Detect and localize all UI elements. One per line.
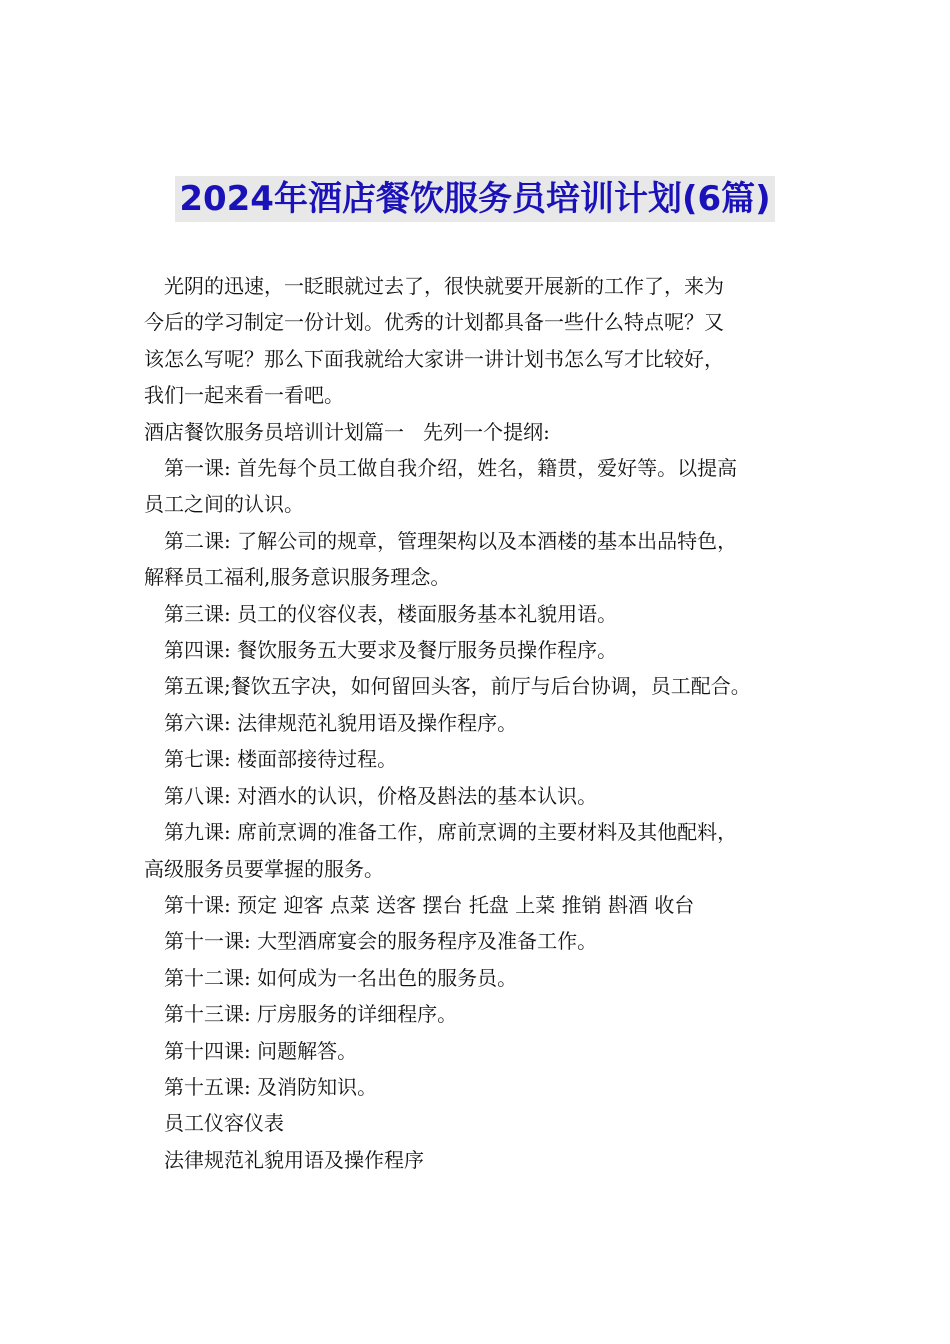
lesson-line: 法律规范礼貌用语及操作程序: [164, 1147, 424, 1172]
lesson-line: 解释员工福利,服务意识服务理念。: [144, 565, 451, 590]
lesson-line: 第八课: 对酒水的认识，价格及斟法的基本认识。: [164, 783, 598, 808]
lesson-line: 第四课: 餐饮服务五大要求及餐厅服务员操作程序。: [164, 638, 618, 663]
lesson-line: 第一课: 首先每个员工做自我介绍，姓名，籍贯，爱好等。以提高: [164, 456, 738, 481]
lesson-list: [144, 450, 814, 1178]
title-container: [0, 176, 950, 222]
lesson-line: 第六课: 法律规范礼貌用语及操作程序。: [164, 710, 518, 735]
intro-line: 我们一起来看一看吧。: [144, 383, 344, 408]
lesson-line: 员工仪容仪表: [164, 1111, 284, 1136]
document-title: 2024年酒店餐饮服务员培训计划(6篇): [175, 176, 774, 222]
lesson-line: 第十二课: 如何成为一名出色的服务员。: [164, 965, 518, 990]
lesson-line: 第十课: 预定 迎客 点菜 送客 摆台 托盘 上菜 推销 斟酒 收台: [164, 892, 695, 917]
lesson-line: 高级服务员要掌握的服务。: [144, 856, 384, 881]
document-body: [144, 268, 814, 1178]
section-heading: 酒店餐饮服务员培训计划篇一 先列一个提纲:: [144, 419, 550, 444]
lesson-line: 第十四课: 问题解答。: [164, 1038, 358, 1063]
lesson-line: 第三课: 员工的仪容仪表，楼面服务基本礼貌用语。: [164, 601, 618, 626]
lesson-line: 第十三课: 厅房服务的详细程序。: [164, 1002, 458, 1027]
lesson-line: 第七课: 楼面部接待过程。: [164, 747, 398, 772]
lesson-line: 员工之间的认识。: [144, 492, 304, 517]
intro-line: 光阴的迅速，一眨眼就过去了，很快就要开展新的工作了，来为: [164, 274, 724, 298]
lesson-line: 第五课;餐饮五字决，如何留回头客，前厅与后台协调，员工配合。: [164, 674, 751, 699]
lesson-line: 第二课: 了解公司的规章，管理架构以及本酒楼的基本出品特色，: [164, 528, 738, 553]
lesson-line: 第十五课: 及消防知识。: [164, 1074, 378, 1099]
intro-line: 今后的学习制定一份计划。优秀的计划都具备一些什么特点呢？又: [144, 310, 724, 335]
intro-line: 该怎么写呢？那么下面我就给大家讲一讲计划书怎么写才比较好，: [144, 346, 724, 371]
lesson-line: 第九课: 席前烹调的准备工作，席前烹调的主要材料及其他配料，: [164, 820, 738, 845]
lesson-line: 第十一课: 大型酒席宴会的服务程序及准备工作。: [164, 929, 598, 954]
